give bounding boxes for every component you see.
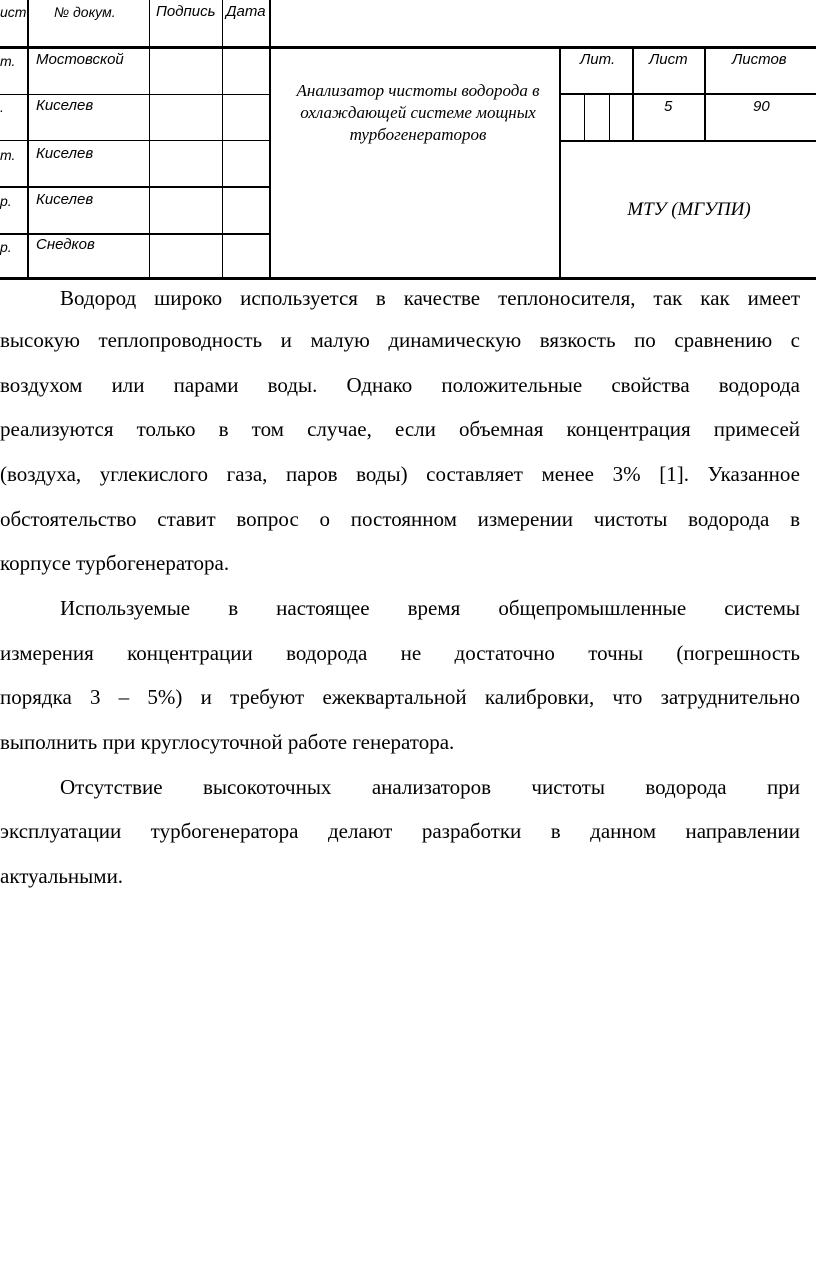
organization-name: МТУ (МГУПИ) <box>627 199 751 220</box>
row-name: Снедков <box>36 236 95 253</box>
row-name: Мостовской <box>36 51 124 68</box>
row-role: т. <box>0 147 16 163</box>
stamp-line <box>0 186 270 188</box>
text-line: реализуются только в том случае, если объемная концентрация примесей <box>0 417 800 441</box>
stamp-line <box>560 93 816 95</box>
stamp-line <box>584 94 585 140</box>
text-line: воздухом или парами воды. Однако положительные свойства водорода <box>0 373 800 397</box>
row-role: р. <box>0 193 12 209</box>
document-title <box>276 80 560 146</box>
row-name: Киселев <box>36 145 94 162</box>
stamp-line <box>269 0 271 280</box>
text-line: обстоятельство ставит вопрос о постоянном измерении чистоты водорода в <box>0 507 800 531</box>
text-line: Водород широко используется в качестве теплоносителя, так как имеет <box>60 286 800 310</box>
stamp-line <box>0 94 270 95</box>
text-line: порядка 3 – 5%) и требуют ежеквартальной калибровки, что затруднительно <box>0 685 800 709</box>
document-title-line: турбогенераторов <box>349 125 487 144</box>
text-line: корпусе турбогенератора. <box>0 551 230 575</box>
stamp-line <box>609 94 610 140</box>
row-name: Киселев <box>36 97 94 114</box>
sheets-count: 90 <box>753 98 770 115</box>
text-line: Отсутствие высокоточных анализаторов чистоты водорода при <box>60 775 800 799</box>
row-name: Киселев <box>36 191 94 208</box>
stamp-line <box>0 46 816 49</box>
document-title-line: охлаждающей системе мощных <box>300 103 536 122</box>
header-doc-number: № докум. <box>54 4 116 20</box>
text-line: актуальными. <box>0 864 124 888</box>
text-line: Используемые в настоящее время общепромышленные системы <box>60 596 800 620</box>
stamp-line <box>222 0 223 280</box>
row-role: т. <box>0 53 16 69</box>
stamp-line <box>0 277 816 280</box>
stamp-line <box>704 46 706 140</box>
header-signature: Подпись <box>156 3 216 20</box>
stamp-line <box>560 140 816 142</box>
stamp-line <box>632 46 634 140</box>
stamp-line <box>149 0 150 280</box>
text-line: (воздуха, углекислого газа, паров воды) составляет менее 3% [1]. Указанное <box>0 462 800 486</box>
row-role: р. <box>0 239 12 255</box>
stamp-line <box>27 0 29 280</box>
sheet-label: Лист <box>649 51 688 68</box>
text-line: выполнить при круглосуточной работе генератора. <box>0 730 455 754</box>
title-block <box>0 0 816 282</box>
stamp-line <box>0 233 270 235</box>
header-date: Дата <box>226 3 266 20</box>
text-line: высокую теплопроводность и малую динамическую вязкость по сравнению с <box>0 328 800 352</box>
sheet-number: 5 <box>664 98 673 115</box>
lit-label: Лит. <box>580 51 616 68</box>
header-list: ист <box>0 4 27 20</box>
stamp-line <box>0 140 270 141</box>
text-line: эксплуатации турбогенератора делают разработки в данном направлении <box>0 819 800 843</box>
row-role: . <box>0 99 4 115</box>
text-line: измерения концентрации водорода не достаточно точны (погрешность <box>0 641 800 665</box>
sheets-label: Листов <box>732 51 787 68</box>
document-title-line: Анализатор чистоты водорода в <box>296 81 540 100</box>
